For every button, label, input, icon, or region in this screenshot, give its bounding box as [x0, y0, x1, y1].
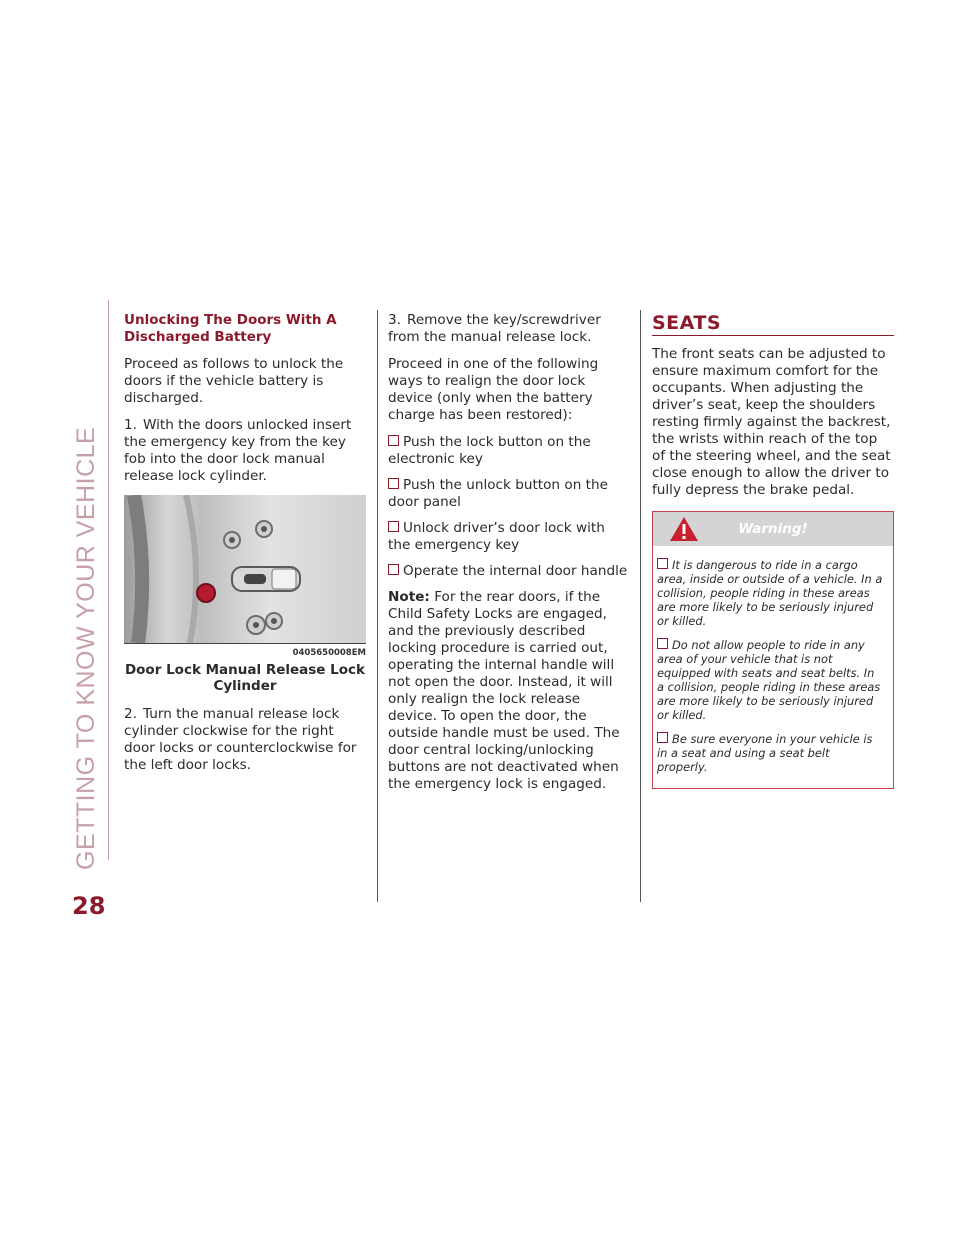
checkbox-bullet-icon: [657, 732, 668, 743]
warning-body: [653, 546, 893, 788]
list-item-text: Push the unlock button on the door panel: [388, 477, 608, 510]
checkbox-bullet-icon: [388, 478, 399, 489]
list-item: [388, 477, 630, 511]
proceed-paragraph: Proceed in one of the following ways to realign the door lock device (only when the battery charge has been restored):: [388, 356, 599, 423]
subsection-heading: Unlocking The Doors With A Discharged Battery: [124, 312, 337, 345]
figure-caption: Door Lock Manual Release Lock Cylinder: [124, 662, 366, 694]
column-divider: [377, 310, 378, 902]
warning-item: [657, 732, 883, 774]
door-lock-photo: [124, 495, 366, 643]
chapter-side-label: GETTING TO KNOW YOUR VEHICLE: [72, 426, 100, 870]
list-item-text: Unlock driver’s door lock with the emergency key: [388, 520, 605, 553]
column-1: [124, 312, 366, 784]
checkbox-bullet-icon: [388, 564, 399, 575]
list-item: [388, 563, 630, 580]
side-rule: [108, 300, 109, 860]
checkbox-bullet-icon: [388, 435, 399, 446]
warning-header: [653, 512, 893, 546]
note-paragraph: [388, 589, 630, 793]
warning-text: It is dangerous to ride in a cargo area, inside or outside of a vehicle. In a collision, people riding in these areas are more likely to be seriously injured or killed.: [657, 558, 883, 628]
step-number: 1.: [124, 417, 137, 433]
warning-item: [657, 638, 883, 722]
step-number: 2.: [124, 706, 137, 722]
warning-text: Be sure everyone in your vehicle is in a seat and using a seat belt properly.: [657, 732, 873, 774]
warning-box: [652, 511, 894, 789]
list-item: [388, 434, 630, 468]
step-3: [388, 312, 630, 346]
page-number: 28: [72, 892, 106, 920]
warning-text: Do not allow people to ride in any area of your vehicle that is not equipped with seats and seat belts. In a collision, people riding in these areas are more likely to be seriously injured or killed.: [657, 638, 881, 722]
checkbox-bullet-icon: [657, 558, 668, 569]
step-text: Turn the manual release lock cylinder clockwise for the right door locks or counterclockwise for the left door locks.: [124, 706, 357, 773]
checkbox-bullet-icon: [657, 638, 668, 649]
list-item: [388, 520, 630, 554]
list-item-text: Operate the internal door handle: [403, 563, 628, 579]
seats-intro: The front seats can be adjusted to ensure maximum comfort for the occupants. When adjusting the driver’s seat, keep the shoulders resting firmly against the backrest, the wrists within reach of the top of the steering wheel, and the seat close enough to allow the driver to fully depress the brake pedal.: [652, 346, 891, 498]
column-3: [652, 312, 894, 789]
warning-item: [657, 558, 883, 628]
step-1: [124, 417, 366, 485]
list-item-text: Push the lock button on the electronic key: [388, 434, 591, 467]
checkbox-bullet-icon: [388, 521, 399, 532]
step-text: With the doors unlocked insert the emergency key from the key fob into the door lock manual release lock cylinder.: [124, 417, 352, 484]
column-divider: [640, 310, 641, 902]
figure-code: 0405650008EM: [124, 643, 366, 662]
section-title: SEATS: [652, 312, 894, 336]
step-2: [124, 706, 366, 774]
note-label: Note:: [388, 589, 430, 605]
step-text: Remove the key/screwdriver from the manual release lock.: [388, 312, 601, 345]
column-2: [388, 312, 630, 803]
warning-title: Warning!: [738, 521, 808, 537]
warning-triangle-icon: [669, 516, 699, 542]
note-text: For the rear doors, if the Child Safety Locks are engaged, and the previously described locking procedure is carried out, operating the internal handle will not open the door. Instead, it will only realign the lock release device. To open the door, the outside handle must be used. The door central locking/unlocking buttons are not deactivated when the emergency lock is engaged.: [388, 589, 620, 792]
step-number: 3.: [388, 312, 401, 328]
intro-paragraph: Proceed as follows to unlock the doors if the vehicle battery is discharged.: [124, 356, 344, 406]
